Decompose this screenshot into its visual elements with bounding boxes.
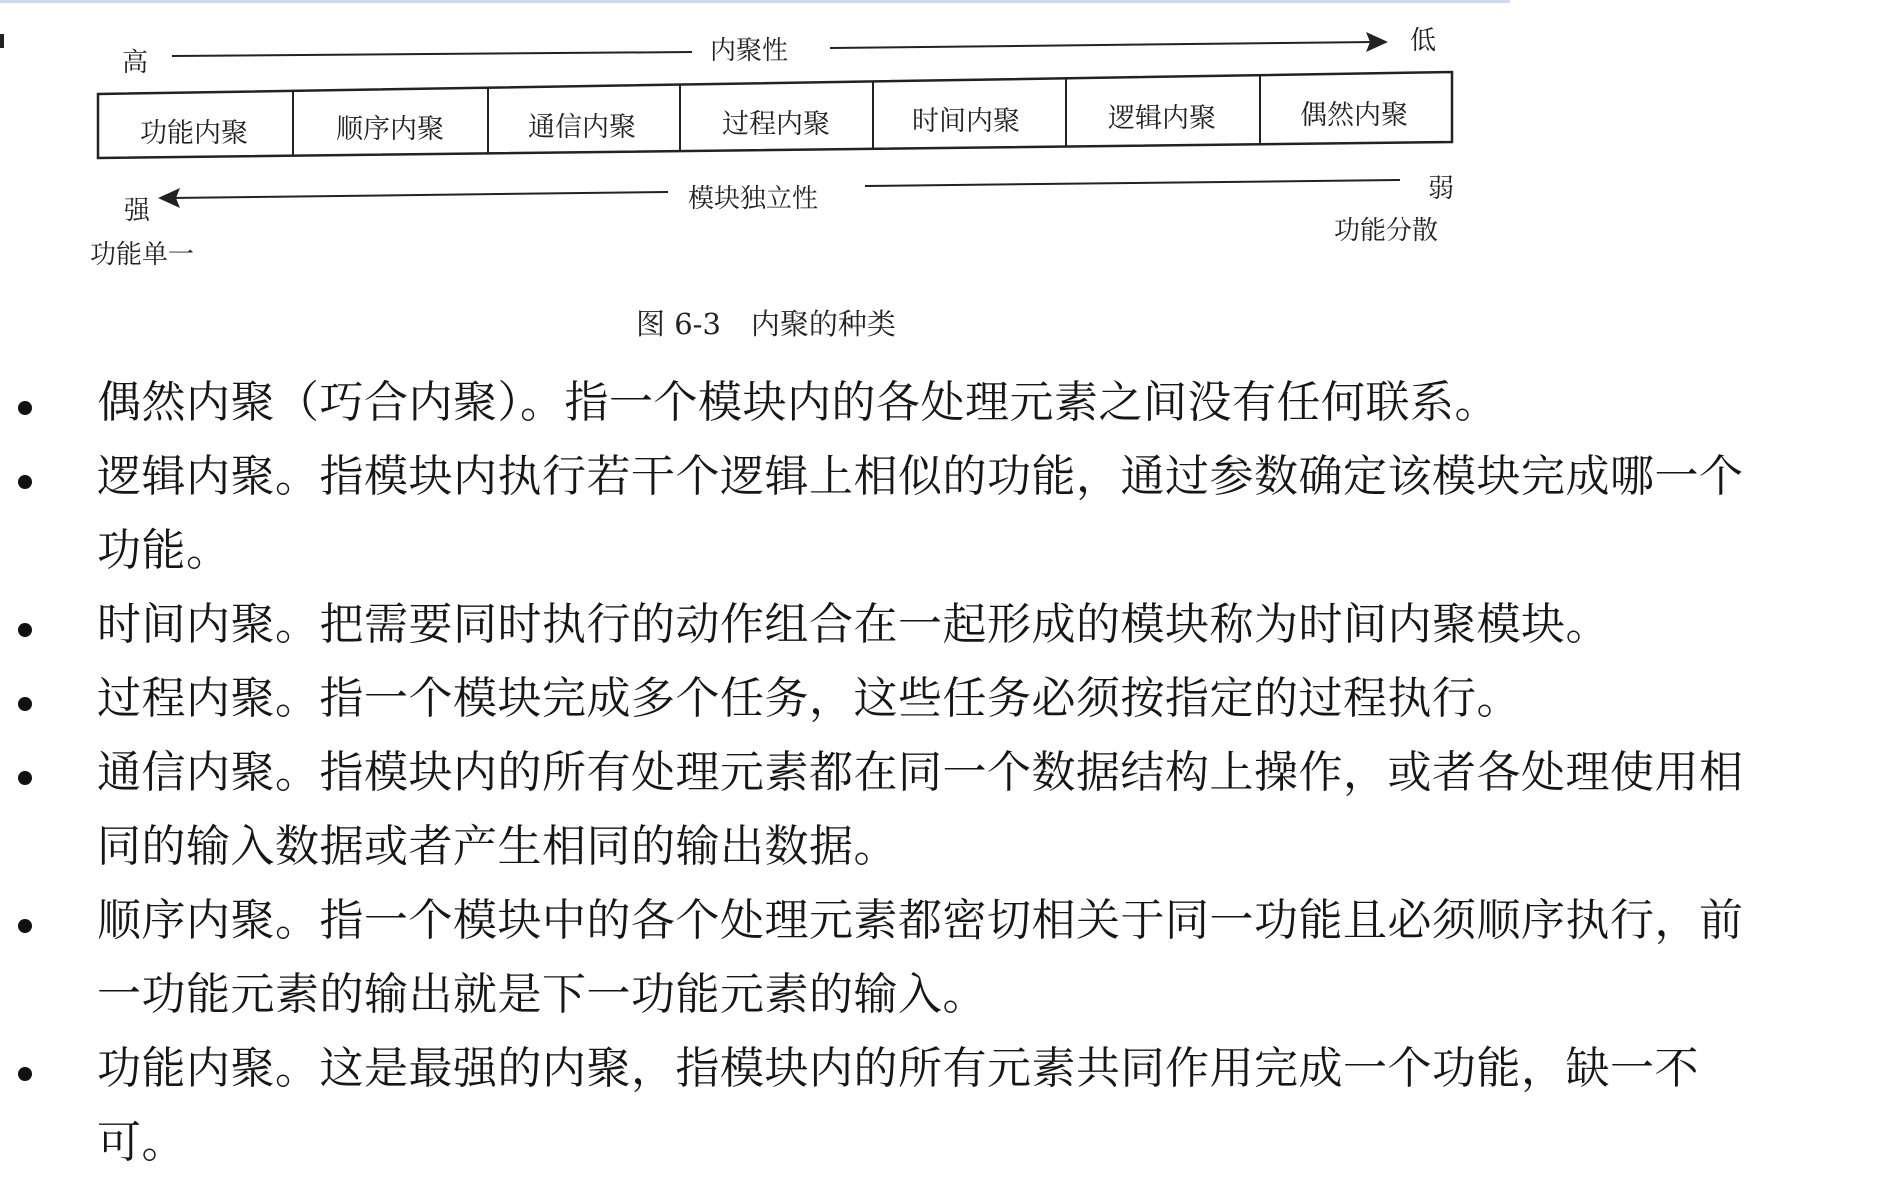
bullet-text: 功能内聚。这是最强的内聚，指模块内的所有元素共同作用完成一个功能，缺一不可。	[97, 1043, 1699, 1168]
bullet-text: 偶然内聚（巧合内聚）。指一个模块内的各处理元素之间没有任何联系。	[97, 377, 1499, 428]
cell-procedural-cohesion: 过程内聚	[722, 109, 830, 140]
single-function-label: 功能单一	[90, 240, 195, 270]
cell-sequential-cohesion: 顺序内聚	[336, 114, 444, 145]
cohesion-line-left	[172, 52, 692, 56]
cell-logical-cohesion: 逻辑内聚	[1108, 103, 1216, 134]
independence-line-right	[865, 180, 1400, 186]
cell-temporal-cohesion: 时间内聚	[912, 106, 1020, 137]
cohesion-line-right	[830, 42, 1375, 48]
scattered-function-label: 功能分散	[1334, 216, 1439, 246]
bullet-text: 顺序内聚。指一个模块中的各个处理元素都密切相关于同一功能且必须顺序执行，前一功能元素的输出就是下一功能元素的输入。	[97, 895, 1744, 1020]
cell-functional-cohesion: 功能内聚	[140, 118, 248, 149]
figure-caption	[636, 302, 896, 343]
caption-number: 图 6-3	[636, 307, 721, 341]
cohesion-figure	[0, 0, 1892, 360]
caption-title: 内聚的种类	[750, 307, 896, 341]
independence-line-left	[170, 192, 668, 198]
strong-label: 强	[124, 196, 151, 226]
bullet-icon	[18, 697, 32, 711]
cell-communicational-cohesion: 通信内聚	[528, 112, 636, 143]
bullet-text: 通信内聚。指模块内的所有处理元素都在同一个数据结构上操作，或者各处理使用相同的输入数据或者产生相同的输出数据。	[97, 747, 1744, 872]
independence-label: 模块独立性	[688, 184, 819, 214]
bullet-icon	[18, 1067, 32, 1081]
bullet-text: 时间内聚。把需要同时执行的动作组合在一起形成的模块称为时间内聚模块。	[97, 599, 1610, 650]
bullet-icon	[18, 919, 32, 933]
low-label: 低	[1410, 26, 1437, 56]
bullet-icon	[18, 771, 32, 785]
bullet-icon	[18, 475, 32, 489]
cohesion-label: 内聚性	[710, 36, 789, 66]
cohesion-diagram	[0, 0, 1892, 360]
bullet-icon	[18, 401, 32, 415]
cell-coincidental-cohesion: 偶然内聚	[1300, 100, 1408, 131]
bullet-text: 过程内聚。指一个模块完成多个任务，这些任务必须按指定的过程执行。	[97, 673, 1521, 724]
bullet-icon	[18, 623, 32, 637]
weak-label: 弱	[1428, 174, 1455, 204]
bullet-text: 逻辑内聚。指模块内执行若干个逻辑上相似的功能，通过参数确定该模块完成哪一个功能。	[97, 451, 1744, 576]
high-label: 高	[122, 48, 149, 78]
